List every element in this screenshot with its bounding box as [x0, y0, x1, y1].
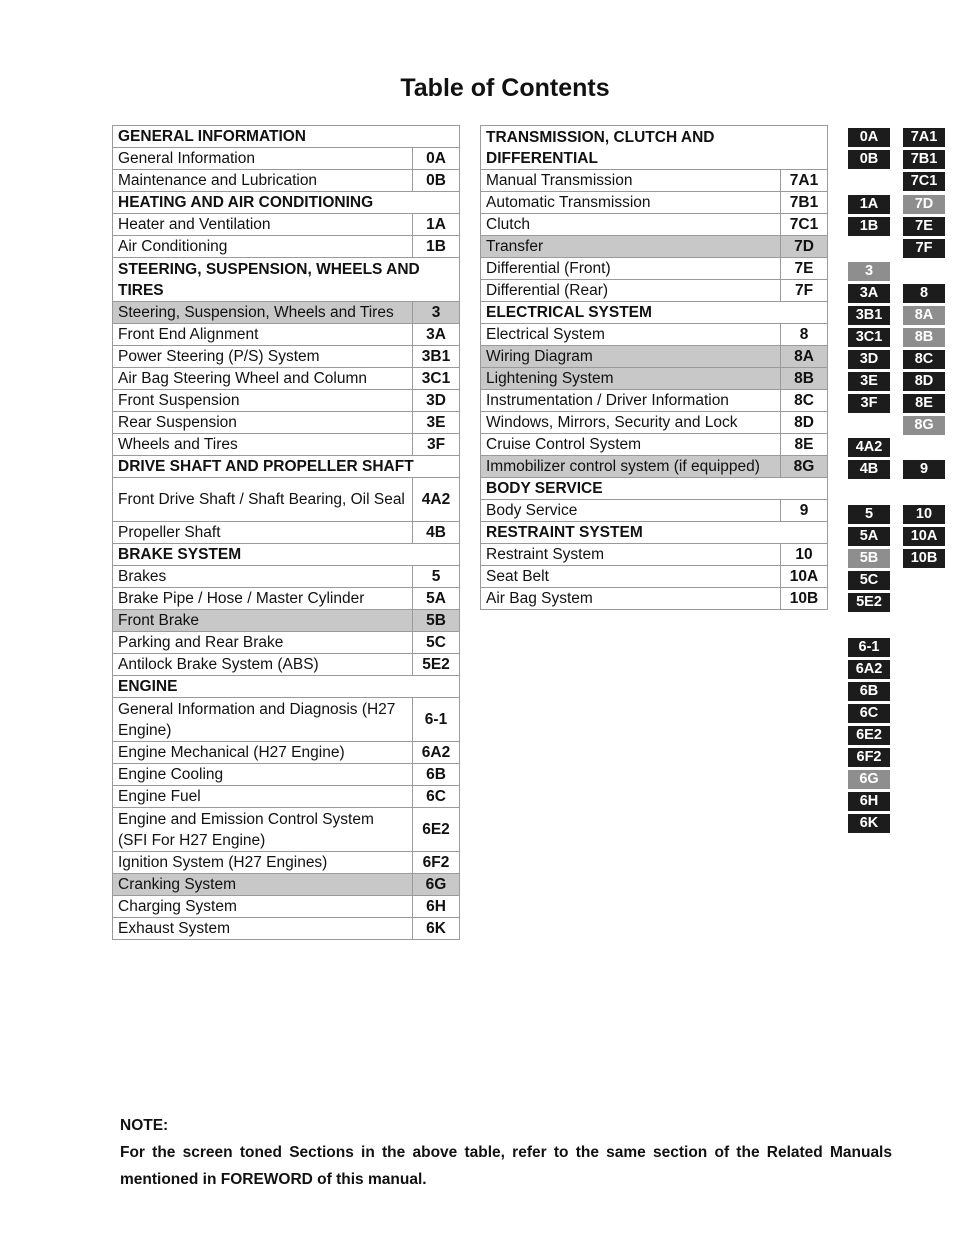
- section-code: 6H: [413, 896, 460, 918]
- section-title: Immobilizer control system (if equipped): [481, 456, 781, 478]
- section-title: Parking and Rear Brake: [113, 632, 413, 654]
- section-tab[interactable]: 5E2: [848, 593, 890, 612]
- toc-table-left: [112, 125, 460, 940]
- section-tab[interactable]: 1B: [848, 217, 890, 236]
- section-tab[interactable]: 8C: [903, 350, 945, 369]
- section-heading-row: [481, 302, 828, 324]
- toc-row: [481, 324, 828, 346]
- section-title: Air Bag Steering Wheel and Column: [113, 368, 413, 390]
- section-title: Air Bag System: [481, 588, 781, 610]
- toc-row: [481, 258, 828, 280]
- section-tab[interactable]: 6E2: [848, 726, 890, 745]
- section-title: Automatic Transmission: [481, 192, 781, 214]
- section-code: 4A2: [413, 478, 460, 522]
- section-heading: TRANSMISSION, CLUTCH AND DIFFERENTIAL: [481, 126, 828, 170]
- section-tab[interactable]: 7B1: [903, 150, 945, 169]
- section-code: 7B1: [781, 192, 828, 214]
- section-tab[interactable]: 5: [848, 505, 890, 524]
- section-code: 3D: [413, 390, 460, 412]
- section-title: Seat Belt: [481, 566, 781, 588]
- section-tab[interactable]: 7F: [903, 239, 945, 258]
- section-heading: STEERING, SUSPENSION, WHEELS AND TIRES: [113, 258, 460, 302]
- toc-row: [113, 302, 460, 324]
- section-code: 8C: [781, 390, 828, 412]
- toc-row: [113, 874, 460, 896]
- section-tab[interactable]: 9: [903, 460, 945, 479]
- section-title: Charging System: [113, 896, 413, 918]
- section-code: 6E2: [413, 808, 460, 852]
- section-tab[interactable]: 3A: [848, 284, 890, 303]
- section-heading: DRIVE SHAFT AND PROPELLER SHAFT: [113, 456, 460, 478]
- section-tab[interactable]: 6B: [848, 682, 890, 701]
- note: [120, 1112, 892, 1193]
- section-tab[interactable]: 10: [903, 505, 945, 524]
- section-code: 3B1: [413, 346, 460, 368]
- section-title: Front Drive Shaft / Shaft Bearing, Oil Seal: [113, 478, 413, 522]
- section-title: Rear Suspension: [113, 412, 413, 434]
- section-heading-row: [481, 522, 828, 544]
- toc-table-right: [480, 125, 828, 610]
- section-tab[interactable]: 6G: [848, 770, 890, 789]
- section-title: Ignition System (H27 Engines): [113, 852, 413, 874]
- toc-row: [481, 170, 828, 192]
- toc-row: [113, 434, 460, 456]
- section-tab[interactable]: 5B: [848, 549, 890, 568]
- section-code: 10A: [781, 566, 828, 588]
- section-code: 3C1: [413, 368, 460, 390]
- section-tab[interactable]: 4B: [848, 460, 890, 479]
- section-tab[interactable]: 3: [848, 262, 890, 281]
- toc-row: [113, 918, 460, 940]
- toc-row: [113, 654, 460, 676]
- section-title: Clutch: [481, 214, 781, 236]
- toc-row: [481, 192, 828, 214]
- section-title: Engine and Emission Control System (SFI For H27 Engine): [113, 808, 413, 852]
- section-code: 6A2: [413, 742, 460, 764]
- toc-row: [481, 236, 828, 258]
- section-heading-row: [113, 192, 460, 214]
- section-tab[interactable]: 8G: [903, 416, 945, 435]
- section-tab[interactable]: 8: [903, 284, 945, 303]
- section-title: Cranking System: [113, 874, 413, 896]
- section-title: Front Suspension: [113, 390, 413, 412]
- section-code: 6-1: [413, 698, 460, 742]
- toc-row: [481, 390, 828, 412]
- section-tab[interactable]: 10B: [903, 549, 945, 568]
- section-title: Differential (Rear): [481, 280, 781, 302]
- section-tab[interactable]: 8D: [903, 372, 945, 391]
- section-code: 5: [413, 566, 460, 588]
- section-title: Propeller Shaft: [113, 522, 413, 544]
- section-code: 7F: [781, 280, 828, 302]
- toc-row: [113, 368, 460, 390]
- section-code: 6G: [413, 874, 460, 896]
- section-tab[interactable]: 6H: [848, 792, 890, 811]
- section-tab[interactable]: 3E: [848, 372, 890, 391]
- toc-row: [113, 522, 460, 544]
- section-code: 5C: [413, 632, 460, 654]
- section-tab[interactable]: 6C: [848, 704, 890, 723]
- section-heading-row: [481, 478, 828, 500]
- section-code: 10B: [781, 588, 828, 610]
- section-title: Air Conditioning: [113, 236, 413, 258]
- section-title: Body Service: [481, 500, 781, 522]
- section-tab[interactable]: 7D: [903, 195, 945, 214]
- section-tab[interactable]: 5C: [848, 571, 890, 590]
- section-tab[interactable]: 3C1: [848, 328, 890, 347]
- toc-row: [113, 610, 460, 632]
- section-heading: BODY SERVICE: [481, 478, 828, 500]
- section-heading: BRAKE SYSTEM: [113, 544, 460, 566]
- section-heading-row: [113, 544, 460, 566]
- section-tab[interactable]: 3D: [848, 350, 890, 369]
- toc-row: [113, 808, 460, 852]
- section-tab[interactable]: 5A: [848, 527, 890, 546]
- section-tab[interactable]: 10A: [903, 527, 945, 546]
- section-title: Heater and Ventilation: [113, 214, 413, 236]
- section-code: 8B: [781, 368, 828, 390]
- section-title: General Information and Diagnosis (H27 Engine): [113, 698, 413, 742]
- toc-row: [113, 214, 460, 236]
- toc-row: [113, 346, 460, 368]
- section-title: Cruise Control System: [481, 434, 781, 456]
- section-title: Maintenance and Lubrication: [113, 170, 413, 192]
- section-heading-row: [113, 258, 460, 302]
- section-tab[interactable]: 0B: [848, 150, 890, 169]
- toc-row: [113, 588, 460, 610]
- section-tab[interactable]: 8E: [903, 394, 945, 413]
- section-title: Engine Mechanical (H27 Engine): [113, 742, 413, 764]
- section-tab[interactable]: 6F2: [848, 748, 890, 767]
- section-code: 6B: [413, 764, 460, 786]
- section-heading-row: [113, 676, 460, 698]
- section-title: Electrical System: [481, 324, 781, 346]
- section-code: 1B: [413, 236, 460, 258]
- section-title: Transfer: [481, 236, 781, 258]
- section-code: 5B: [413, 610, 460, 632]
- section-code: 3E: [413, 412, 460, 434]
- section-code: 9: [781, 500, 828, 522]
- section-code: 10: [781, 544, 828, 566]
- section-tab[interactable]: 6A2: [848, 660, 890, 679]
- toc-row: [481, 434, 828, 456]
- section-tab[interactable]: 7C1: [903, 172, 945, 191]
- toc-row: [113, 324, 460, 346]
- section-title: Power Steering (P/S) System: [113, 346, 413, 368]
- section-tab[interactable]: 6-1: [848, 638, 890, 657]
- toc-row: [113, 896, 460, 918]
- section-code: 1A: [413, 214, 460, 236]
- toc-row: [113, 742, 460, 764]
- section-code: 0A: [413, 148, 460, 170]
- toc-row: [113, 478, 460, 522]
- section-code: 8: [781, 324, 828, 346]
- section-code: 6K: [413, 918, 460, 940]
- section-tab[interactable]: 8A: [903, 306, 945, 325]
- toc-row: [113, 170, 460, 192]
- section-title: Wheels and Tires: [113, 434, 413, 456]
- section-title: Brakes: [113, 566, 413, 588]
- toc-row: [481, 588, 828, 610]
- section-code: 3: [413, 302, 460, 324]
- section-heading: ENGINE: [113, 676, 460, 698]
- section-heading-row: [113, 456, 460, 478]
- toc-row: [113, 566, 460, 588]
- section-code: 3F: [413, 434, 460, 456]
- toc-row: [481, 566, 828, 588]
- toc-row: [481, 214, 828, 236]
- note-text: For the screen toned Sections in the above table, refer to the same section of the Related Manuals mentioned in FOREWORD of this manual.: [120, 1144, 892, 1188]
- section-tab[interactable]: 7E: [903, 217, 945, 236]
- toc-row: [481, 456, 828, 478]
- toc-row: [113, 390, 460, 412]
- section-tab[interactable]: 1A: [848, 195, 890, 214]
- section-title: General Information: [113, 148, 413, 170]
- section-code: 4B: [413, 522, 460, 544]
- toc-row: [113, 412, 460, 434]
- section-code: 7D: [781, 236, 828, 258]
- toc-row: [481, 368, 828, 390]
- section-heading-row: [481, 126, 828, 170]
- section-tab[interactable]: 0A: [848, 128, 890, 147]
- section-code: 8G: [781, 456, 828, 478]
- section-tab[interactable]: 7A1: [903, 128, 945, 147]
- section-tab[interactable]: 6K: [848, 814, 890, 833]
- section-code: 6C: [413, 786, 460, 808]
- section-title: Antilock Brake System (ABS): [113, 654, 413, 676]
- section-code: 8E: [781, 434, 828, 456]
- toc-row: [481, 280, 828, 302]
- page-title: Table of Contents: [400, 74, 610, 102]
- note-heading: NOTE:: [120, 1117, 169, 1134]
- section-title: Brake Pipe / Hose / Master Cylinder: [113, 588, 413, 610]
- section-tab[interactable]: 4A2: [848, 438, 890, 457]
- toc-row: [113, 764, 460, 786]
- section-code: 6F2: [413, 852, 460, 874]
- section-heading: ELECTRICAL SYSTEM: [481, 302, 828, 324]
- section-code: 7A1: [781, 170, 828, 192]
- section-title: Wiring Diagram: [481, 346, 781, 368]
- section-title: Differential (Front): [481, 258, 781, 280]
- section-title: Front Brake: [113, 610, 413, 632]
- section-title: Restraint System: [481, 544, 781, 566]
- section-code: 5E2: [413, 654, 460, 676]
- section-title: Manual Transmission: [481, 170, 781, 192]
- section-tab[interactable]: 3F: [848, 394, 890, 413]
- toc-row: [113, 236, 460, 258]
- toc-row: [481, 346, 828, 368]
- section-title: Windows, Mirrors, Security and Lock: [481, 412, 781, 434]
- section-code: 7C1: [781, 214, 828, 236]
- toc-row: [481, 500, 828, 522]
- section-heading: HEATING AND AIR CONDITIONING: [113, 192, 460, 214]
- toc-row: [481, 544, 828, 566]
- toc-row: [481, 412, 828, 434]
- section-heading: GENERAL INFORMATION: [113, 126, 460, 148]
- section-heading: RESTRAINT SYSTEM: [481, 522, 828, 544]
- toc-row: [113, 786, 460, 808]
- toc-row: [113, 852, 460, 874]
- section-title: Engine Fuel: [113, 786, 413, 808]
- toc-row: [113, 698, 460, 742]
- section-title: Exhaust System: [113, 918, 413, 940]
- toc-row: [113, 148, 460, 170]
- section-title: Front End Alignment: [113, 324, 413, 346]
- section-code: 8D: [781, 412, 828, 434]
- section-code: 7E: [781, 258, 828, 280]
- section-code: 3A: [413, 324, 460, 346]
- section-title: Instrumentation / Driver Information: [481, 390, 781, 412]
- section-title: Steering, Suspension, Wheels and Tires: [113, 302, 413, 324]
- section-title: Lightening System: [481, 368, 781, 390]
- section-code: 8A: [781, 346, 828, 368]
- section-code: 0B: [413, 170, 460, 192]
- toc-row: [113, 632, 460, 654]
- section-code: 5A: [413, 588, 460, 610]
- section-heading-row: [113, 126, 460, 148]
- section-title: Engine Cooling: [113, 764, 413, 786]
- section-tab[interactable]: 3B1: [848, 306, 890, 325]
- section-tab[interactable]: 8B: [903, 328, 945, 347]
